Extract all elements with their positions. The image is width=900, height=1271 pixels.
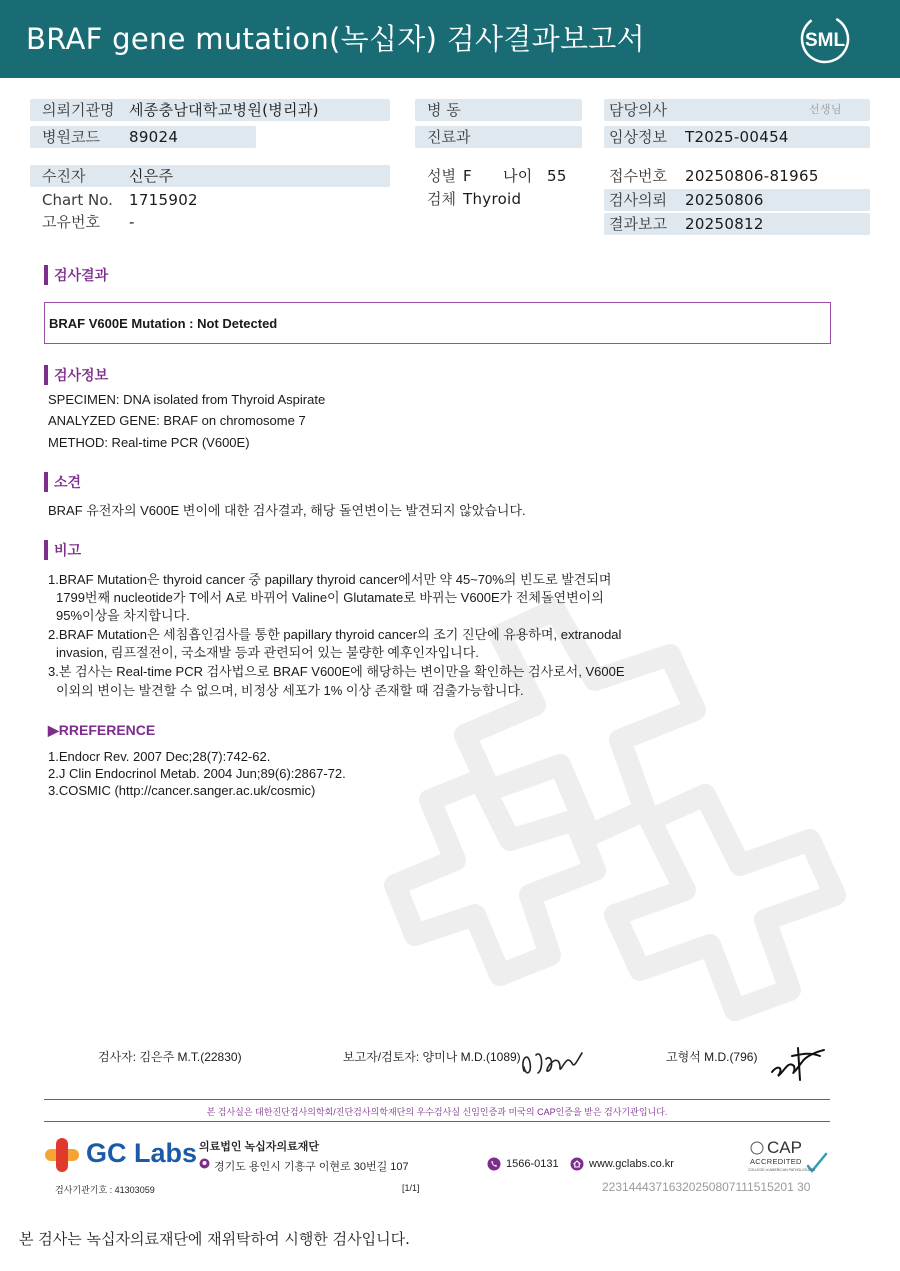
reporter-signature xyxy=(518,1043,586,1079)
report-date-label: 결과보고 xyxy=(609,215,667,233)
ward-label: 병 동 xyxy=(427,101,461,119)
ward-field xyxy=(415,99,582,121)
reference-line: 2.J Clin Endocrinol Metab. 2004 Jun;89(6):2867-72. xyxy=(48,766,346,781)
receipt-no-label: 접수번호 xyxy=(609,167,667,185)
remark-line: 2.BRAF Mutation은 세침흡인검사를 통한 papillary thyroid cancer의 조기 진단에 유용하며, extranodal xyxy=(48,627,622,642)
remark-line: 1799번째 nucleotide가 T에서 A로 바뀌어 Valine이 Glutamate로 바뀌는 V600E가 전체돌연변이의 xyxy=(56,590,604,605)
sml-logo xyxy=(799,13,851,65)
foundation-name: 의료법인 녹십자의료재단 xyxy=(199,1141,319,1153)
reference-title: ▶RREFERENCE xyxy=(48,722,156,738)
footer-rule-bottom xyxy=(44,1121,830,1122)
chart-no-value: 1715902 xyxy=(129,191,198,209)
remark-line: 95%이상을 차지합니다. xyxy=(56,608,190,623)
doctor-suffix: 선생님 xyxy=(809,103,842,116)
chart-no-label: Chart No. xyxy=(42,191,113,209)
doctor-label: 담당의사 xyxy=(609,101,667,119)
location-pin-icon xyxy=(199,1158,210,1171)
clinical-info-label: 임상정보 xyxy=(609,128,667,146)
page-number: [1/1] xyxy=(402,1183,420,1193)
unique-no-value: - xyxy=(129,213,135,231)
result-text: BRAF V600E Mutation : Not Detected xyxy=(49,316,278,331)
sex-age-field xyxy=(415,165,585,187)
hospital-code-field xyxy=(30,126,256,148)
test-info-line: ANALYZED GENE: BRAF on chromosome 7 xyxy=(48,413,306,428)
patient-label: 수진자 xyxy=(42,167,86,185)
cap-accreditation-logo xyxy=(748,1138,828,1176)
requesting-org-value: 세종충남대학교병원(병리과) xyxy=(129,101,319,119)
website[interactable]: www.gclabs.co.kr xyxy=(589,1158,674,1170)
org-number: 검사기관기호 : 41303059 xyxy=(55,1185,155,1195)
reference-line: 1.Endocr Rev. 2007 Dec;28(7):742-62. xyxy=(48,749,271,764)
age-value: 55 xyxy=(547,167,567,185)
home-icon xyxy=(570,1157,584,1171)
reference-line: 3.COSMIC (http://cancer.sanger.ac.uk/cosmic) xyxy=(48,783,316,798)
cross-watermark xyxy=(350,540,900,1060)
chart-no-field xyxy=(30,189,390,211)
remark-line: 1.BRAF Mutation은 thyroid cancer 중 papillary thyroid cancer에서만 약 45~70%의 빈도로 발견되며 xyxy=(48,572,612,587)
sex-label: 성별 xyxy=(427,167,456,185)
gc-labs-wordmark: GC Labs xyxy=(86,1138,198,1168)
sex-value: F xyxy=(463,167,472,185)
hospital-code-value: 89024 xyxy=(129,128,179,146)
test-info-line: SPECIMEN: DNA isolated from Thyroid Aspirate xyxy=(48,392,326,407)
unique-no-field xyxy=(30,211,390,233)
certification-note: 본 검사실은 대한진단검사의학회/진단검사의학재단의 우수검사실 신임인증과 미국의 CAP인증을 받은 검사기관입니다. xyxy=(206,1107,668,1117)
dept-field xyxy=(415,126,582,148)
footer-rule-top xyxy=(44,1099,830,1100)
dept-label: 진료과 xyxy=(427,128,471,146)
request-date-label: 검사의뢰 xyxy=(609,191,667,209)
remark-line: 3.본 검사는 Real-time PCR 검사법으로 BRAF V600E에 해당하는 변이만을 확인하는 검사로서, V600E xyxy=(48,664,625,679)
clinical-info-field xyxy=(604,126,870,148)
finding-text: BRAF 유전자의 V600E 변이에 대한 검사결과, 해당 돌연변이는 발견되지 않았습니다. xyxy=(48,503,526,518)
finding-section-title: 소견 xyxy=(44,472,81,492)
clinical-info-value: T2025-00454 xyxy=(685,128,789,146)
reporter-signature-label: 보고자/검토자: 양미나 M.D.(1089) xyxy=(343,1050,521,1064)
request-date-value: 20250806 xyxy=(685,191,764,209)
result-section-title: 검사결과 xyxy=(44,265,108,285)
patient-field xyxy=(30,165,390,187)
report-header xyxy=(0,0,900,78)
specimen-value: Thyroid xyxy=(463,190,522,208)
specimen-field xyxy=(415,188,585,210)
result-box xyxy=(44,302,831,344)
cap-college: COLLEGE of AMERICAN PATHOLOGISTS xyxy=(748,1168,816,1172)
request-date-field xyxy=(604,189,870,211)
report-date-value: 20250812 xyxy=(685,215,764,233)
receipt-no-field xyxy=(604,165,870,187)
remark-section-title: 비고 xyxy=(44,540,81,560)
requesting-org-label: 의뢰기관명 xyxy=(42,101,115,119)
patient-value: 신은주 xyxy=(129,167,174,185)
outsourcing-note: 본 검사는 녹십자의료재단에 재위탁하여 시행한 검사입니다. xyxy=(19,1230,410,1248)
sml-logo-text: SML xyxy=(804,30,846,51)
cap-title: CAP xyxy=(767,1138,802,1157)
address: 경기도 용인시 기흥구 이현로 30번길 107 xyxy=(214,1161,409,1173)
phone-icon xyxy=(487,1157,501,1171)
gc-cross-logo-icon xyxy=(44,1137,80,1173)
age-label: 나이 xyxy=(503,167,533,185)
third-signature xyxy=(766,1042,828,1084)
requesting-org-field xyxy=(30,99,390,121)
receipt-no-value: 20250806-81965 xyxy=(685,167,819,185)
document-code: 22314443716320250807111515201 30 xyxy=(602,1180,811,1194)
phone-number: 1566-0131 xyxy=(506,1158,559,1170)
specimen-label: 검체 xyxy=(427,190,456,208)
report-date-field xyxy=(604,213,870,235)
remark-line: invasion, 림프절전이, 국소재발 등과 관련되어 있는 불량한 예후인자입니다. xyxy=(56,645,479,660)
report-title: BRAF gene mutation(녹십자) 검사결과보고서 xyxy=(26,22,645,56)
hospital-code-label: 병원코드 xyxy=(42,128,100,146)
test-info-section-title: 검사정보 xyxy=(44,365,108,385)
tester-signature-label: 검사자: 김은주 M.T.(22830) xyxy=(98,1050,242,1064)
remark-line: 이외의 변이는 발견할 수 없으며, 비정상 세포가 1% 이상 존재할 때 검출가능합니다. xyxy=(56,683,524,698)
third-signature-label: 고형석 M.D.(796) xyxy=(666,1050,758,1064)
unique-no-label: 고유번호 xyxy=(42,213,100,231)
cap-accredited: ACCREDITED xyxy=(750,1157,802,1166)
doctor-field xyxy=(604,99,870,121)
test-info-line: METHOD: Real-time PCR (V600E) xyxy=(48,435,250,450)
